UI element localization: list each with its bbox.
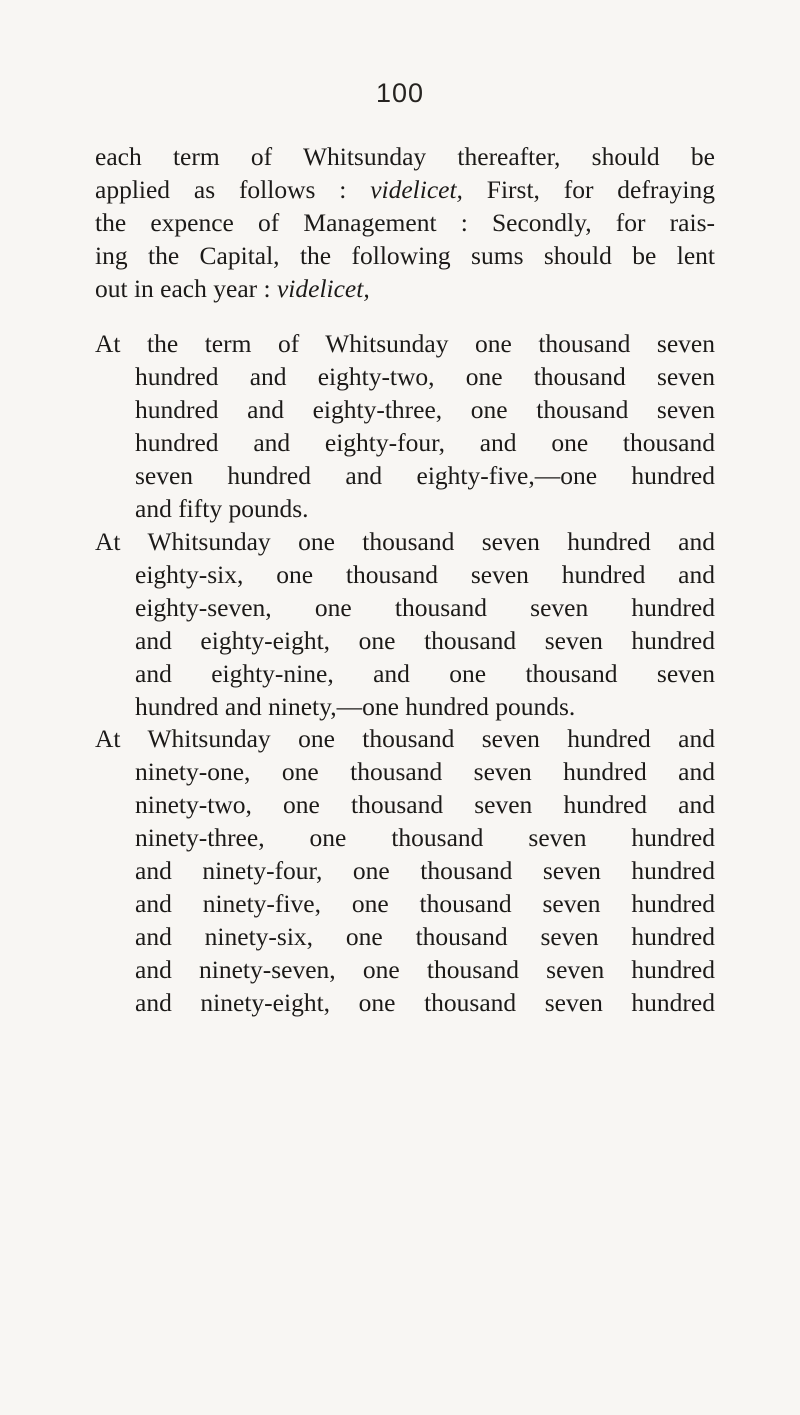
entry-line: hundred and eighty-three, one thousand seven	[135, 395, 715, 424]
entry-line: hundred and ninety,—one hundred pounds.	[135, 692, 576, 721]
entry-line: and fifty pounds.	[135, 494, 309, 523]
entry-line: and ninety-eight, one thousand seven hundred	[135, 988, 715, 1017]
entry-line: ninety-two, one thousand seven hundred and	[135, 790, 715, 819]
entry-line: and eighty-eight, one thousand seven hundred	[135, 626, 715, 655]
entry-line: and eighty-nine, and one thousand seven	[135, 659, 715, 688]
entry-line: and ninety-seven, one thousand seven hundred	[135, 955, 715, 984]
entry-line: ninety-three, one thousand seven hundred	[135, 823, 715, 852]
text-line	[95, 274, 370, 304]
text-line: ing the Capital, the following sums should be lent	[95, 241, 715, 270]
entry-line: eighty-seven, one thousand seven hundred	[135, 593, 715, 622]
page-number: 100	[375, 78, 425, 108]
entry-line: and ninety-four, one thousand seven hundred	[135, 856, 715, 885]
text-line	[95, 175, 715, 205]
text-line: the expence of Management : Secondly, for rais-	[95, 208, 715, 237]
entry-line: eighty-six, one thousand seven hundred and	[135, 560, 715, 589]
entry-line: and ninety-six, one thousand seven hundred	[135, 922, 715, 951]
entry-line: and ninety-five, one thousand seven hundred	[135, 889, 715, 918]
entry-line: hundred and eighty-two, one thousand seven	[135, 362, 715, 391]
entry-line: hundred and eighty-four, and one thousand	[135, 428, 715, 457]
entry-line: seven hundred and eighty-five,—one hundred	[135, 461, 715, 490]
text-line: each term of Whitsunday thereafter, should be	[95, 142, 715, 171]
entry-first-line: At the term of Whitsunday one thousand seven	[95, 329, 715, 358]
italic-term: videlicet,	[276, 274, 370, 303]
text-segment: out in each year :	[95, 274, 271, 303]
italic-term: videlicet,	[370, 175, 463, 204]
entry-line: ninety-one, one thousand seven hundred and	[135, 757, 715, 786]
entry-first-line: At Whitsunday one thousand seven hundred and	[95, 724, 715, 753]
entry-first-line: At Whitsunday one thousand seven hundred and	[95, 527, 715, 556]
text-segment: First, for defraying	[486, 175, 715, 204]
text-segment: applied as follows :	[95, 175, 347, 204]
